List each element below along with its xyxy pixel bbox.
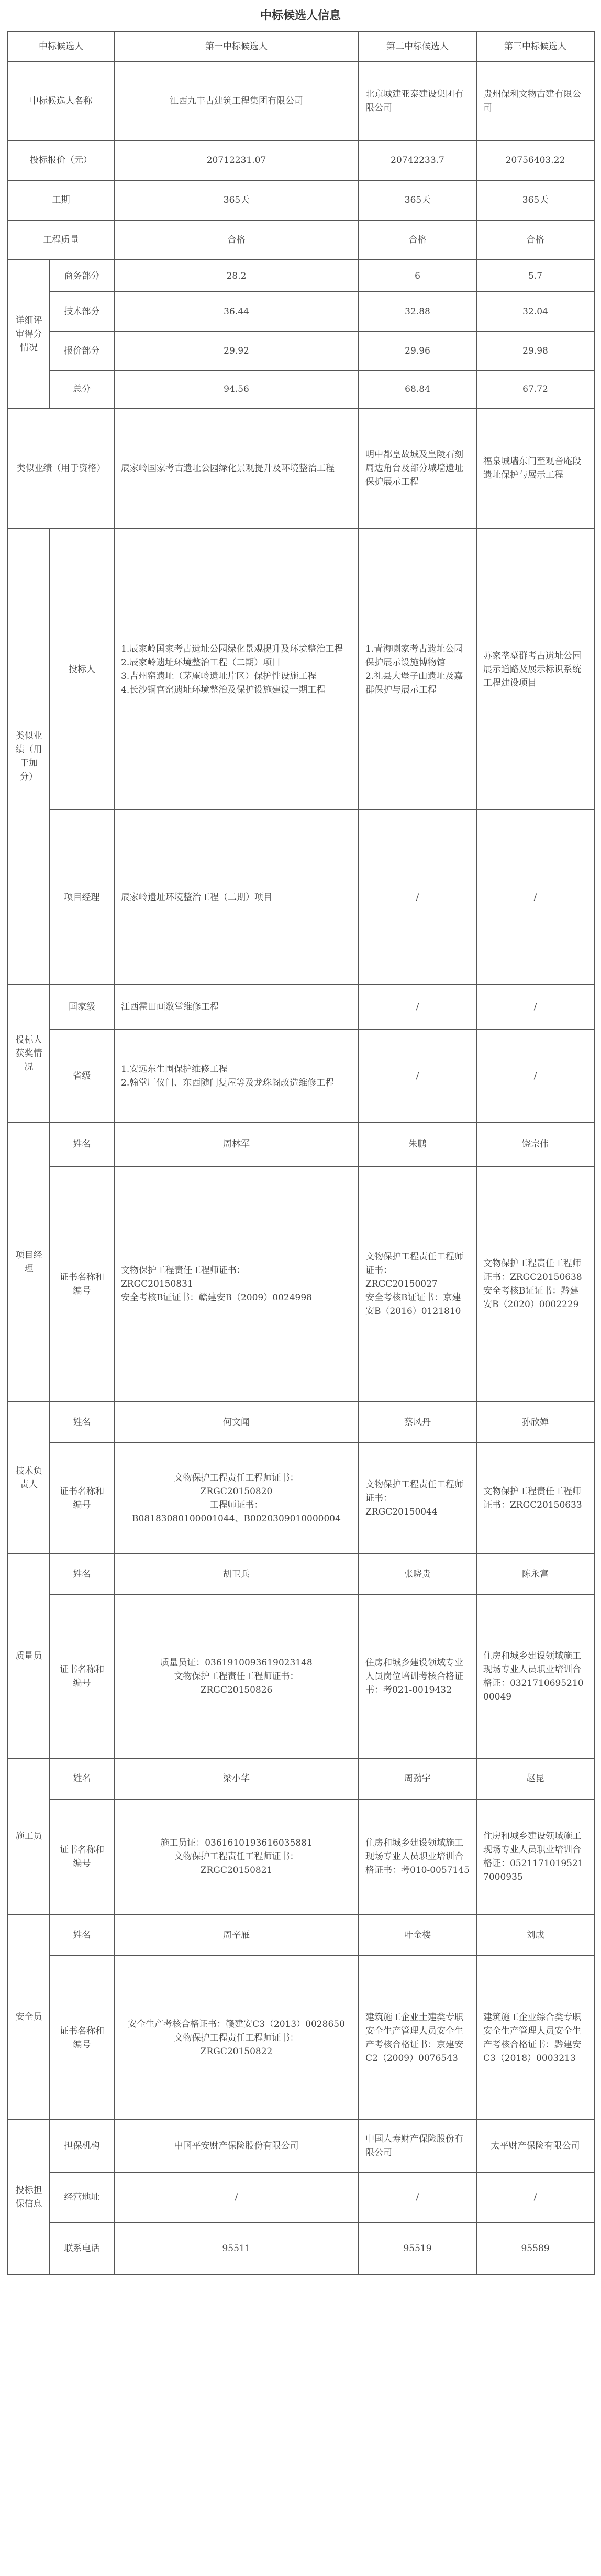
name-label: 中标候选人名称 bbox=[8, 61, 114, 140]
table-row bbox=[8, 1122, 594, 1166]
similar-manager-c2: / bbox=[359, 810, 476, 984]
guarantee-address-c1: / bbox=[114, 2172, 359, 2222]
pm-group-label: 项目经理 bbox=[8, 1122, 50, 1402]
guarantee-address-label: 经营地址 bbox=[50, 2172, 114, 2222]
list-item: 文物保护工程责任工程师证书： bbox=[365, 1479, 463, 1504]
guarantee-address-c2: / bbox=[359, 2172, 476, 2222]
safety-cert-c3 bbox=[476, 1956, 594, 2120]
similar-score-group-label: 类似业绩（用于加分） bbox=[8, 529, 50, 984]
list-item: 文物保护工程责任工程师证书： bbox=[365, 1252, 463, 1276]
list-item: 1.青海喇家考古遗址公园保护展示设施博物馆 bbox=[365, 643, 463, 668]
price-label: 投标报价（元） bbox=[8, 140, 114, 180]
guarantee-phone-c2: 95519 bbox=[359, 2222, 476, 2275]
guarantee-address-c3: / bbox=[476, 2172, 594, 2222]
quality-staff-name-c3: 陈永富 bbox=[476, 1554, 594, 1594]
pm-name-c1: 周林军 bbox=[114, 1122, 359, 1166]
list-item: 4.长沙铜官窑遗址环境整治及保护设施建设一期工程 bbox=[121, 684, 326, 695]
safety-cert-label: 证书名称和编号 bbox=[50, 1956, 114, 2120]
table-row bbox=[8, 1758, 594, 1799]
score-quote-c1: 29.92 bbox=[114, 331, 359, 370]
award-provincial-c2: / bbox=[359, 1029, 476, 1122]
pm-name-c3: 饶宗伟 bbox=[476, 1122, 594, 1166]
list-item: 文物保护工程责任工程师证书： bbox=[174, 1671, 299, 1682]
guarantee-institution-c1: 中国平安财产保险股份有限公司 bbox=[114, 2120, 359, 2172]
list-item: 文物保护工程责任工程师证书： bbox=[174, 2032, 299, 2043]
page-title: 中标候选人信息 bbox=[260, 9, 341, 23]
score-technical-c3: 32.04 bbox=[476, 292, 594, 331]
list-item: 文物保护工程责任工程师证书： bbox=[121, 1265, 246, 1276]
tech-name-label: 姓名 bbox=[50, 1402, 114, 1443]
list-item: 建筑施工企业综合类专职安全生产管理人员安全生产考核合格证书：黔建安C3（2018）0003213 bbox=[483, 2012, 581, 2064]
quality-staff-name-c2: 张晓贵 bbox=[359, 1554, 476, 1594]
quality-staff-cert-c2 bbox=[359, 1594, 476, 1758]
list-item: 质量员证：0361910093619023148 bbox=[160, 1657, 313, 1668]
name-c3: 贵州保利文物古建有限公司 bbox=[476, 61, 594, 140]
tech-cert-c2 bbox=[359, 1443, 476, 1554]
award-provincial-c3: / bbox=[476, 1029, 594, 1122]
score-total-c2: 68.84 bbox=[359, 370, 476, 408]
construction-name-c1: 梁小华 bbox=[114, 1758, 359, 1799]
award-national-c2: / bbox=[359, 984, 476, 1029]
safety-name-c1: 周辛雁 bbox=[114, 1914, 359, 1956]
table-row bbox=[8, 1402, 594, 1443]
award-national-c3: / bbox=[476, 984, 594, 1029]
guarantee-institution-label: 担保机构 bbox=[50, 2120, 114, 2172]
score-quote-c2: 29.96 bbox=[359, 331, 476, 370]
table-row bbox=[8, 180, 594, 220]
price-c1: 20712231.07 bbox=[114, 140, 359, 180]
tech-name-c2: 蔡风丹 bbox=[359, 1402, 476, 1443]
tech-cert-c3 bbox=[476, 1443, 594, 1554]
similar-qual-c3: 福泉城墙东门至观音庵段遗址保护与展示工程 bbox=[476, 408, 594, 529]
pm-cert-label: 证书名称和编号 bbox=[50, 1166, 114, 1402]
guarantee-phone-label: 联系电话 bbox=[50, 2222, 114, 2275]
similar-manager-c1: 辰家岭遗址环境整治工程（二期）项目 bbox=[114, 810, 359, 984]
list-item: B08183080100001044、B0020309010000004 bbox=[132, 1514, 341, 1524]
list-item: 工程师证书： bbox=[209, 1500, 263, 1510]
table-row bbox=[8, 810, 594, 984]
guarantee-institution-c2: 中国人寿财产保险股份有限公司 bbox=[359, 2120, 476, 2172]
similar-bidder-label: 投标人 bbox=[50, 529, 114, 810]
score-technical-label: 技术部分 bbox=[50, 292, 114, 331]
list-item: ZRGC20150821 bbox=[200, 1865, 273, 1876]
price-c2: 20742233.7 bbox=[359, 140, 476, 180]
score-quote-label: 报价部分 bbox=[50, 331, 114, 370]
header-candidate-3: 第三中标候选人 bbox=[476, 32, 594, 61]
scores-group-label: 详细评审得分情况 bbox=[8, 260, 50, 408]
safety-cert-c2 bbox=[359, 1956, 476, 2120]
table-row bbox=[8, 984, 594, 1029]
list-item: 1.辰家岭国家考古遗址公园绿化景观提升及环境整治工程 bbox=[121, 643, 343, 654]
score-business-c1: 28.2 bbox=[114, 260, 359, 292]
header-candidate-2: 第二中标候选人 bbox=[359, 32, 476, 61]
table-row bbox=[8, 32, 594, 61]
safety-cert-c1 bbox=[114, 1956, 359, 2120]
list-item: 安全考核B证证书：黔建安B（2020）0002229 bbox=[483, 1286, 579, 1310]
tech-cert-c1 bbox=[114, 1443, 359, 1554]
name-c2: 北京城建亚泰建设集团有限公司 bbox=[359, 61, 476, 140]
table-row bbox=[8, 1443, 594, 1554]
construction-cert-c3 bbox=[476, 1799, 594, 1914]
table-row bbox=[8, 2222, 594, 2275]
name-c1: 江西九丰古建筑工程集团有限公司 bbox=[114, 61, 359, 140]
list-item: 施工员证：0361610193616035881 bbox=[160, 1838, 313, 1848]
construction-group-label: 施工员 bbox=[8, 1758, 50, 1914]
table-row bbox=[8, 260, 594, 292]
table-row bbox=[8, 61, 594, 140]
table-row bbox=[8, 529, 594, 810]
quality-staff-cert-label: 证书名称和编号 bbox=[50, 1594, 114, 1758]
list-item: 住房和城乡建设领域施工现场专业人员职业培训合格证：032171069521000049 bbox=[483, 1650, 584, 1702]
construction-name-c3: 赵昆 bbox=[476, 1758, 594, 1799]
tech-cert-label: 证书名称和编号 bbox=[50, 1443, 114, 1554]
list-item: 文物保护工程责任工程师证书：ZRGC20150638 bbox=[483, 1258, 582, 1282]
safety-group-label: 安全员 bbox=[8, 1914, 50, 2120]
list-item: 1.安远东生围保护维修工程 bbox=[121, 1064, 228, 1075]
guarantee-phone-c3: 95589 bbox=[476, 2222, 594, 2275]
quality-staff-cert-c3 bbox=[476, 1594, 594, 1758]
candidates-table bbox=[7, 31, 595, 2275]
list-item: 建筑施工企业土建类专职安全生产管理人员安全生产考核合格证书：京建安C2（2009）0076543 bbox=[365, 2012, 463, 2064]
price-c3: 20756403.22 bbox=[476, 140, 594, 180]
table-row bbox=[8, 370, 594, 408]
tech-group-label: 技术负责人 bbox=[8, 1402, 50, 1554]
quality-c2: 合格 bbox=[359, 220, 476, 260]
score-business-label: 商务部分 bbox=[50, 260, 114, 292]
quality-c3: 合格 bbox=[476, 220, 594, 260]
safety-name-label: 姓名 bbox=[50, 1914, 114, 1956]
tech-name-c1: 何文闻 bbox=[114, 1402, 359, 1443]
tech-name-c3: 孙欣婵 bbox=[476, 1402, 594, 1443]
quality-staff-name-label: 姓名 bbox=[50, 1554, 114, 1594]
table-row bbox=[8, 1914, 594, 1956]
construction-cert-c2 bbox=[359, 1799, 476, 1914]
construction-cert-c1 bbox=[114, 1799, 359, 1914]
quality-staff-cert-c1 bbox=[114, 1594, 359, 1758]
list-item: 2.礼县大堡子山遗址及嘉群保护与展示工程 bbox=[365, 671, 463, 695]
score-total-label: 总分 bbox=[50, 370, 114, 408]
guarantee-institution-c3: 太平财产保险有限公司 bbox=[476, 2120, 594, 2172]
list-item: 住房和城乡建设领域专业人员岗位培训考核合格证书：考021-0019432 bbox=[365, 1657, 463, 1695]
table-row bbox=[8, 2172, 594, 2222]
guarantee-phone-c1: 95511 bbox=[114, 2222, 359, 2275]
table-row bbox=[8, 331, 594, 370]
pm-name-label: 姓名 bbox=[50, 1122, 114, 1166]
award-provincial-c1 bbox=[114, 1029, 359, 1122]
list-item: ZRGC20150820 bbox=[200, 1486, 273, 1497]
table-row bbox=[8, 408, 594, 529]
similar-qual-c2: 明中都皇故城及皇陵石刻周边角台及部分城墙遗址保护展示工程 bbox=[359, 408, 476, 529]
score-total-c1: 94.56 bbox=[114, 370, 359, 408]
table-row bbox=[8, 220, 594, 260]
list-item: 安全生产考核合格证书：赣建安C3（2013）0028650 bbox=[128, 2019, 345, 2030]
table-row bbox=[8, 1594, 594, 1758]
table-row bbox=[8, 1799, 594, 1914]
table-row bbox=[8, 292, 594, 331]
pm-cert-c1 bbox=[114, 1166, 359, 1402]
guarantee-group-label: 投标担保信息 bbox=[8, 2120, 50, 2275]
awards-group-label: 投标人获奖情况 bbox=[8, 984, 50, 1122]
list-item: 安全考核B证证书：京建安B（2016）0121810 bbox=[365, 1292, 461, 1317]
construction-cert-label: 证书名称和编号 bbox=[50, 1799, 114, 1914]
pm-name-c2: 朱鹏 bbox=[359, 1122, 476, 1166]
construction-name-c2: 周劲宇 bbox=[359, 1758, 476, 1799]
list-item: 文物保护工程责任工程师证书： bbox=[174, 1851, 299, 1862]
pm-cert-c3 bbox=[476, 1166, 594, 1402]
header-candidate-1: 第一中标候选人 bbox=[114, 32, 359, 61]
table-row bbox=[8, 2120, 594, 2172]
table-row bbox=[8, 1166, 594, 1402]
quality-staff-group-label: 质量员 bbox=[8, 1554, 50, 1758]
award-national-label: 国家级 bbox=[50, 984, 114, 1029]
list-item: 住房和城乡建设领域施工现场专业人员职业培训合格证：05211710195217000935 bbox=[483, 1831, 584, 1882]
safety-name-c2: 叶金楼 bbox=[359, 1914, 476, 1956]
list-item: 2.辰家岭遗址环境整治工程（二期）项目 bbox=[121, 657, 281, 668]
score-business-c3: 5.7 bbox=[476, 260, 594, 292]
quality-staff-name-c1: 胡卫兵 bbox=[114, 1554, 359, 1594]
pm-cert-c2 bbox=[359, 1166, 476, 1402]
score-business-c2: 6 bbox=[359, 260, 476, 292]
list-item: 住房和城乡建设领域施工现场专业人员职业培训合格证书：考010-0057145 bbox=[365, 1838, 470, 1876]
list-item: 3.吉州窑遗址（茅庵岭遗址片区）保护性设施工程 bbox=[121, 671, 317, 682]
score-technical-c1: 36.44 bbox=[114, 292, 359, 331]
score-quote-c3: 29.98 bbox=[476, 331, 594, 370]
safety-name-c3: 刘成 bbox=[476, 1914, 594, 1956]
similar-qual-c1: 辰家岭国家考古遗址公园绿化景观提升及环境整治工程 bbox=[114, 408, 359, 529]
quality-label: 工程质量 bbox=[8, 220, 114, 260]
similar-manager-label: 项目经理 bbox=[50, 810, 114, 984]
list-item: ZRGC20150822 bbox=[200, 2046, 273, 2057]
table-row bbox=[8, 140, 594, 180]
list-item: 安全考核B证证书：赣建安B（2009）0024998 bbox=[121, 1292, 312, 1303]
list-item: ZRGC20150826 bbox=[200, 1684, 273, 1695]
period-label: 工期 bbox=[8, 180, 114, 220]
table-row bbox=[8, 1956, 594, 2120]
header-label: 中标候选人 bbox=[8, 32, 114, 61]
score-technical-c2: 32.88 bbox=[359, 292, 476, 331]
list-item: ZRGC20150027 bbox=[365, 1279, 438, 1289]
score-total-c3: 67.72 bbox=[476, 370, 594, 408]
list-item: 文物保护工程责任工程师证书： bbox=[174, 1473, 299, 1483]
list-item: 2.翰堂厂仪门、东西随门复屋等及龙珠阁改造维修工程 bbox=[121, 1077, 335, 1088]
list-item: ZRGC20150831 bbox=[121, 1279, 193, 1289]
period-c1: 365天 bbox=[114, 180, 359, 220]
similar-bidder-c1 bbox=[114, 529, 359, 810]
similar-bidder-c3: 苏家垄墓群考古遗址公园展示道路及展示标识系统工程建设项目 bbox=[476, 529, 594, 810]
similar-qual-label: 类似业绩（用于资格） bbox=[8, 408, 114, 529]
table-row bbox=[8, 1554, 594, 1594]
similar-manager-c3: / bbox=[476, 810, 594, 984]
period-c2: 365天 bbox=[359, 180, 476, 220]
award-national-c1: 江西霍田画数堂维修工程 bbox=[114, 984, 359, 1029]
quality-c1: 合格 bbox=[114, 220, 359, 260]
similar-bidder-c2 bbox=[359, 529, 476, 810]
list-item: 文物保护工程责任工程师证书：ZRGC20150633 bbox=[483, 1486, 582, 1510]
construction-name-label: 姓名 bbox=[50, 1758, 114, 1799]
period-c3: 365天 bbox=[476, 180, 594, 220]
table-row bbox=[8, 1029, 594, 1122]
award-provincial-label: 省级 bbox=[50, 1029, 114, 1122]
list-item: ZRGC20150044 bbox=[365, 1507, 438, 1517]
